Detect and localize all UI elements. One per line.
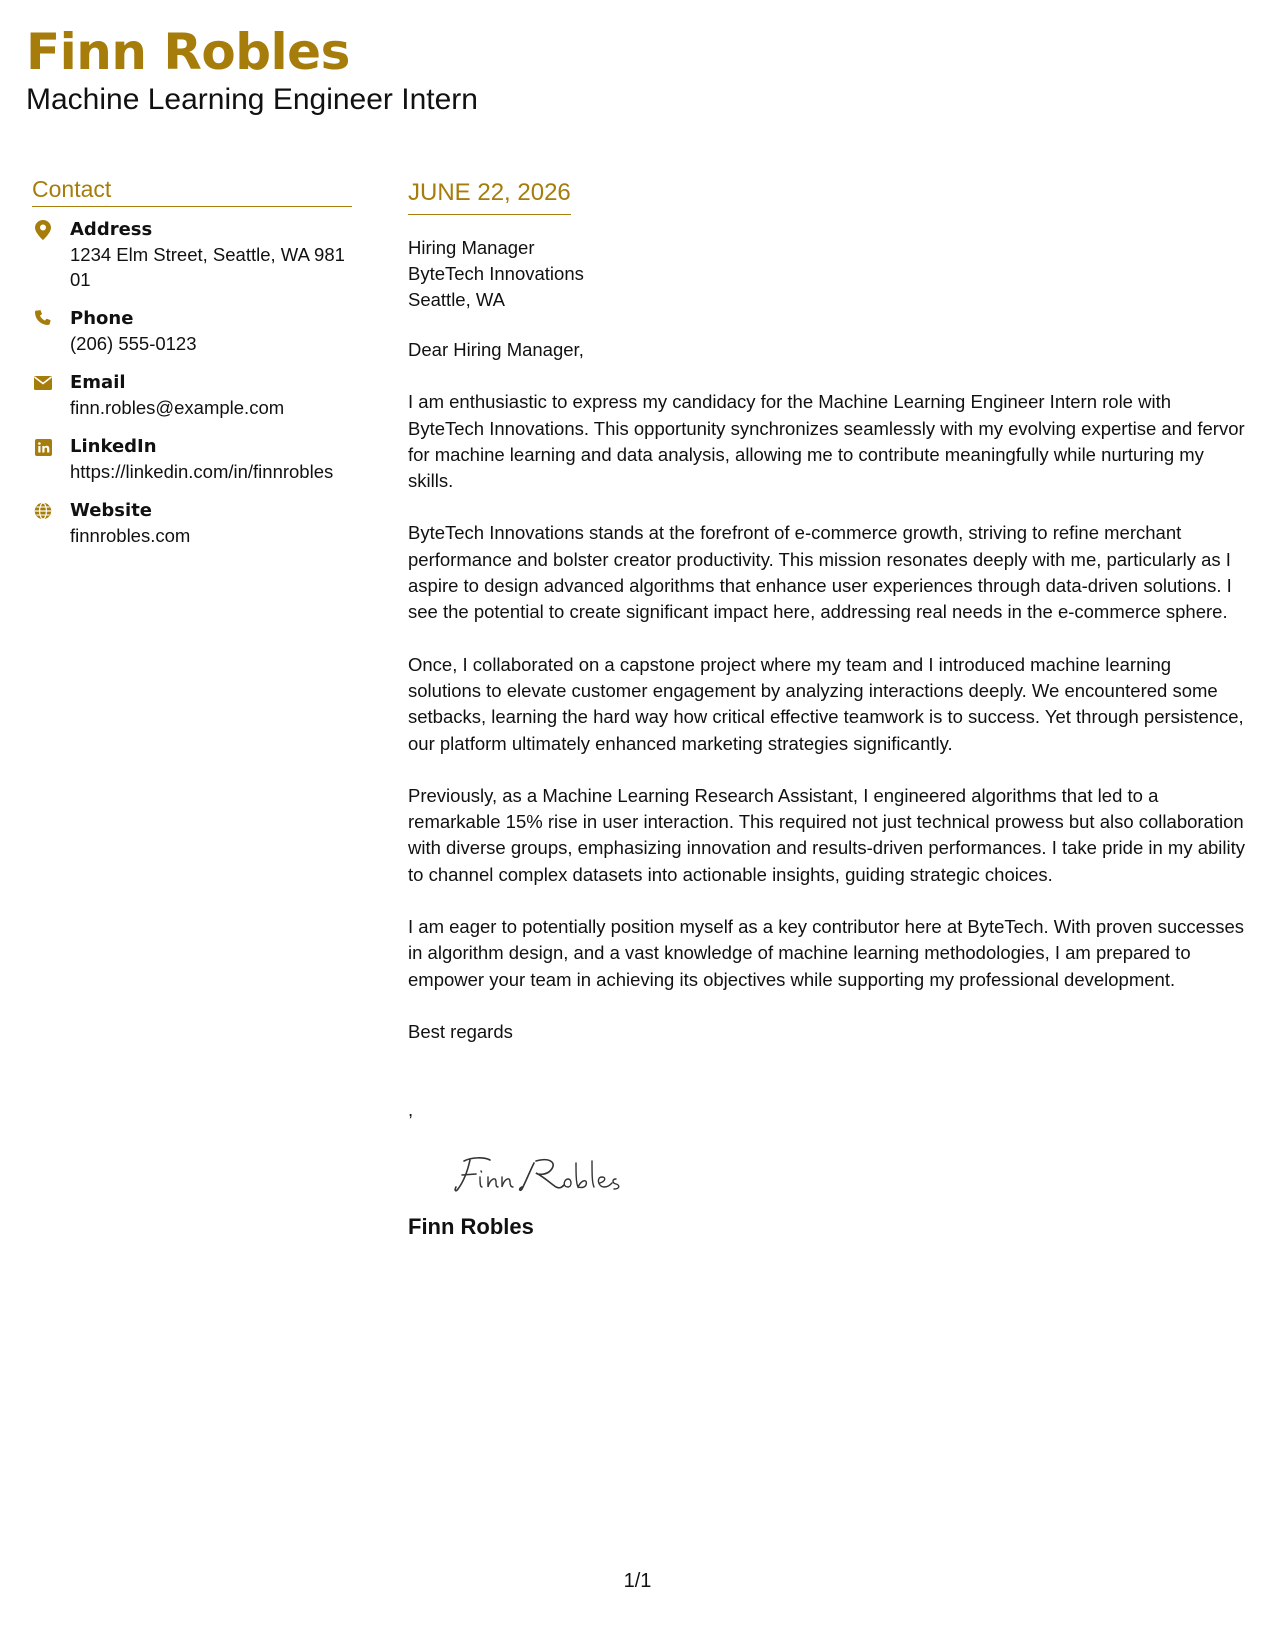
- envelope-icon: [32, 372, 54, 394]
- contact-heading: Contact: [32, 175, 352, 207]
- globe-icon: [32, 500, 54, 522]
- body-paragraph: Previously, as a Machine Learning Research Assistant, I engineered algorithms that led to a remarkable 15% rise in user interaction. This required not just technical prowess but also collaboration with diverse groups, emphasizing innovation and results-driven performances. I take pride in my ability to channel complex datasets into actionable insights, guiding strategic choices.: [408, 784, 1246, 885]
- recipient-line: Seattle, WA: [408, 289, 505, 310]
- recipient-block: [408, 235, 1248, 313]
- email-value[interactable]: finn.robles@example.com: [70, 397, 285, 418]
- map-pin-icon: [32, 219, 54, 241]
- signer-name: Finn Robles: [408, 1213, 534, 1239]
- contact-label: Website: [70, 500, 153, 521]
- contact-linkedin: [32, 434, 352, 484]
- applicant-role: Machine Learning Engineer Intern: [26, 83, 478, 116]
- phone-icon: [32, 308, 54, 330]
- salutation: Dear Hiring Manager,: [408, 339, 584, 360]
- body-paragraph: I am eager to potentially position myself as a key contributor here at ByteTech. With proven successes in algorithm design, and a vast knowledge of machine learning methodologies, I am prepared to empower your team in achieving its objectives while supporting my professional development.: [408, 916, 1244, 990]
- handwritten-signature: [450, 1149, 640, 1199]
- contact-sidebar: [32, 175, 352, 562]
- body-paragraph: Once, I collaborated on a capstone project where my team and I introduced machine learning solutions to elevate customer engagement by analyzing interactions deeply. We encountered some setbacks, learning the hard way how critical effective teamwork is to success. Yet through persistence, our platform ultimately enhanced marketing strategies significantly.: [408, 653, 1244, 754]
- letter-date: JUNE 22, 2026: [408, 178, 571, 215]
- contact-website: [32, 498, 352, 548]
- linkedin-icon: [32, 436, 54, 458]
- contact-label: LinkedIn: [70, 436, 157, 457]
- contact-label: Phone: [70, 308, 134, 329]
- linkedin-value[interactable]: https://linkedin.com/in/finnrobles: [70, 461, 334, 482]
- closing: Best regards: [408, 1020, 513, 1042]
- contact-label: Email: [70, 372, 126, 393]
- page-number: 1/1: [623, 1570, 652, 1592]
- phone-value: (206) 555-0123: [70, 333, 197, 354]
- contact-phone: [32, 306, 352, 356]
- website-value[interactable]: finnrobles.com: [70, 525, 191, 546]
- closing-comma: ,: [408, 1098, 414, 1120]
- body-paragraph: I am enthusiastic to express my candidacy for the Machine Learning Engineer Intern role with ByteTech Innovations. This opportunity synchronizes seamlessly with my evolving expertise and fervor for machine learning and data analysis, allowing me to contribute meaningfully while nurturing my skills.: [408, 391, 1245, 492]
- address-value: 1234 Elm Street, Seattle, WA 98101: [70, 244, 345, 290]
- body-paragraph: ByteTech Innovations stands at the forefront of e-commerce growth, striving to refine merchant performance and bolster creator productivity. This mission resonates deeply with me, particularly as I aspire to design advanced algorithms that enhance user experiences through data-driven solutions. I see the potential to create significant impact here, addressing real needs in the e-commerce sphere.: [408, 522, 1232, 623]
- letter-body: [408, 178, 1248, 1241]
- contact-email: [32, 370, 352, 420]
- contact-label: Address: [70, 219, 153, 240]
- recipient-line: Hiring Manager: [408, 237, 535, 258]
- contact-address: [32, 217, 352, 292]
- applicant-name: Finn Robles: [26, 23, 350, 81]
- recipient-line: ByteTech Innovations: [408, 263, 584, 284]
